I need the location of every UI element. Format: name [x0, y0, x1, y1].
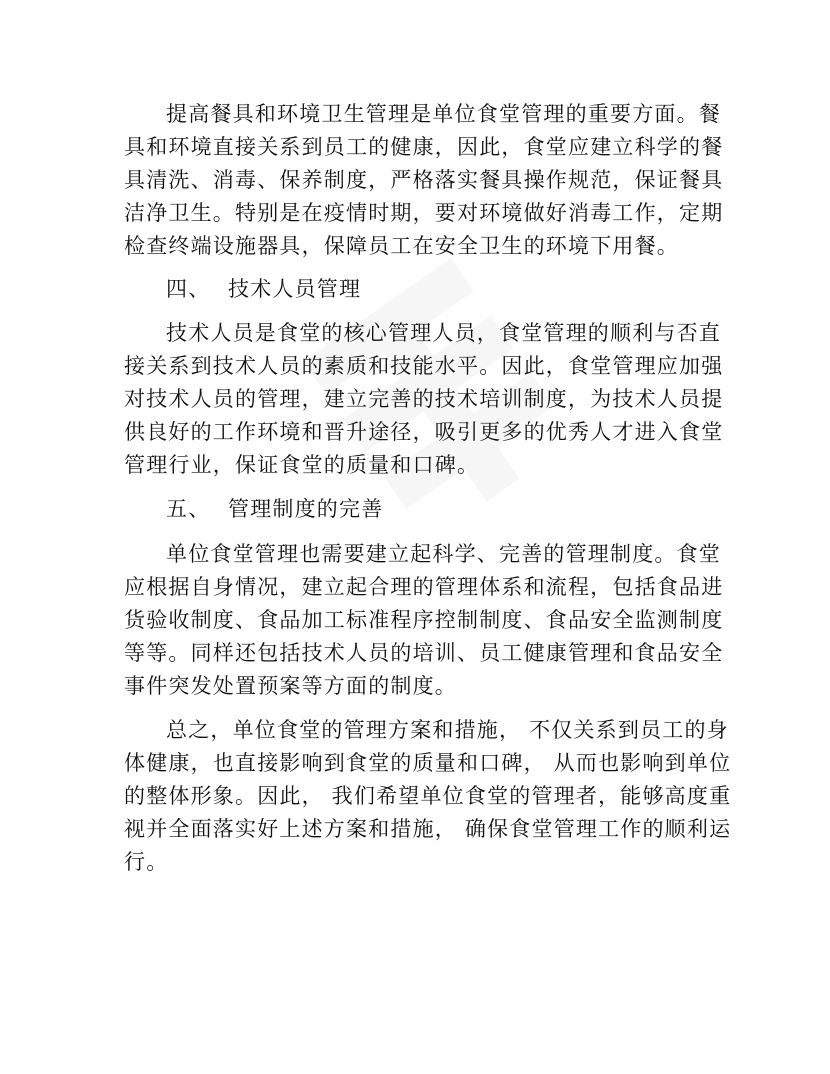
paragraph-line: 具清洗、消毒、保养制度，严格落实餐具操作规范，保证餐具 — [124, 168, 724, 192]
section-heading-4 — [166, 274, 361, 304]
paragraph-line: 单位食堂管理也需要建立起科学、完善的管理制度。食堂 — [166, 542, 721, 566]
paragraph-line: 检查终端设施器具，保障员工在安全卫生的环境下用餐。 — [124, 234, 679, 258]
paragraph-line: 体健康，也直接影响到食堂的质量和口碑， 从而也影响到单位 — [124, 751, 732, 775]
section-title: 管理制度的完善 — [228, 497, 384, 521]
section-title: 技术人员管理 — [228, 277, 362, 301]
paragraph-line: 等等。同样还包括技术人员的培训、员工健康管理和食品安全 — [124, 641, 724, 665]
paragraph-line: 总之，单位食堂的管理方案和措施， 不仅关系到员工的身 — [166, 718, 729, 742]
paragraph-line: 提高餐具和环境卫生管理是单位食堂管理的重要方面。餐 — [166, 102, 721, 126]
section-heading-5 — [166, 494, 383, 524]
paragraph-line: 具和环境直接关系到员工的健康，因此，食堂应建立科学的餐 — [124, 135, 724, 159]
paragraph-line: 对技术人员的管理，建立完善的技术培训制度，为技术人员提 — [124, 387, 724, 411]
paragraph-line: 视并全面落实好上述方案和措施， 确保食堂管理工作的顺利运 — [124, 817, 732, 841]
paragraph-line: 行。 — [124, 850, 169, 874]
paragraph-line: 洁净卫生。特别是在疫情时期，要对环境做好消毒工作，定期 — [124, 201, 724, 225]
paragraph-line: 供良好的工作环境和晋升途径，吸引更多的优秀人才进入食堂 — [124, 420, 724, 444]
paragraph-line: 货验收制度、食品加工标准程序控制制度、食品安全监测制度 — [124, 608, 724, 632]
paragraph-line: 接关系到技术人员的素质和技能水平。因此，食堂管理应加强 — [124, 354, 724, 378]
paragraph-line: 技术人员是食堂的核心管理人员，食堂管理的顺利与否直 — [166, 321, 721, 345]
paragraph-line: 事件突发处置预案等方面的制度。 — [124, 674, 457, 698]
section-number: 四、 — [166, 277, 211, 301]
paragraph-line: 应根据自身情况，建立起合理的管理体系和流程，包括食品进 — [124, 575, 724, 599]
section-number: 五、 — [166, 497, 211, 521]
paragraph-line: 管理行业，保证食堂的质量和口碑。 — [124, 453, 480, 477]
paragraph-line: 的整体形象。因此， 我们希望单位食堂的管理者，能够高度重 — [124, 784, 732, 808]
